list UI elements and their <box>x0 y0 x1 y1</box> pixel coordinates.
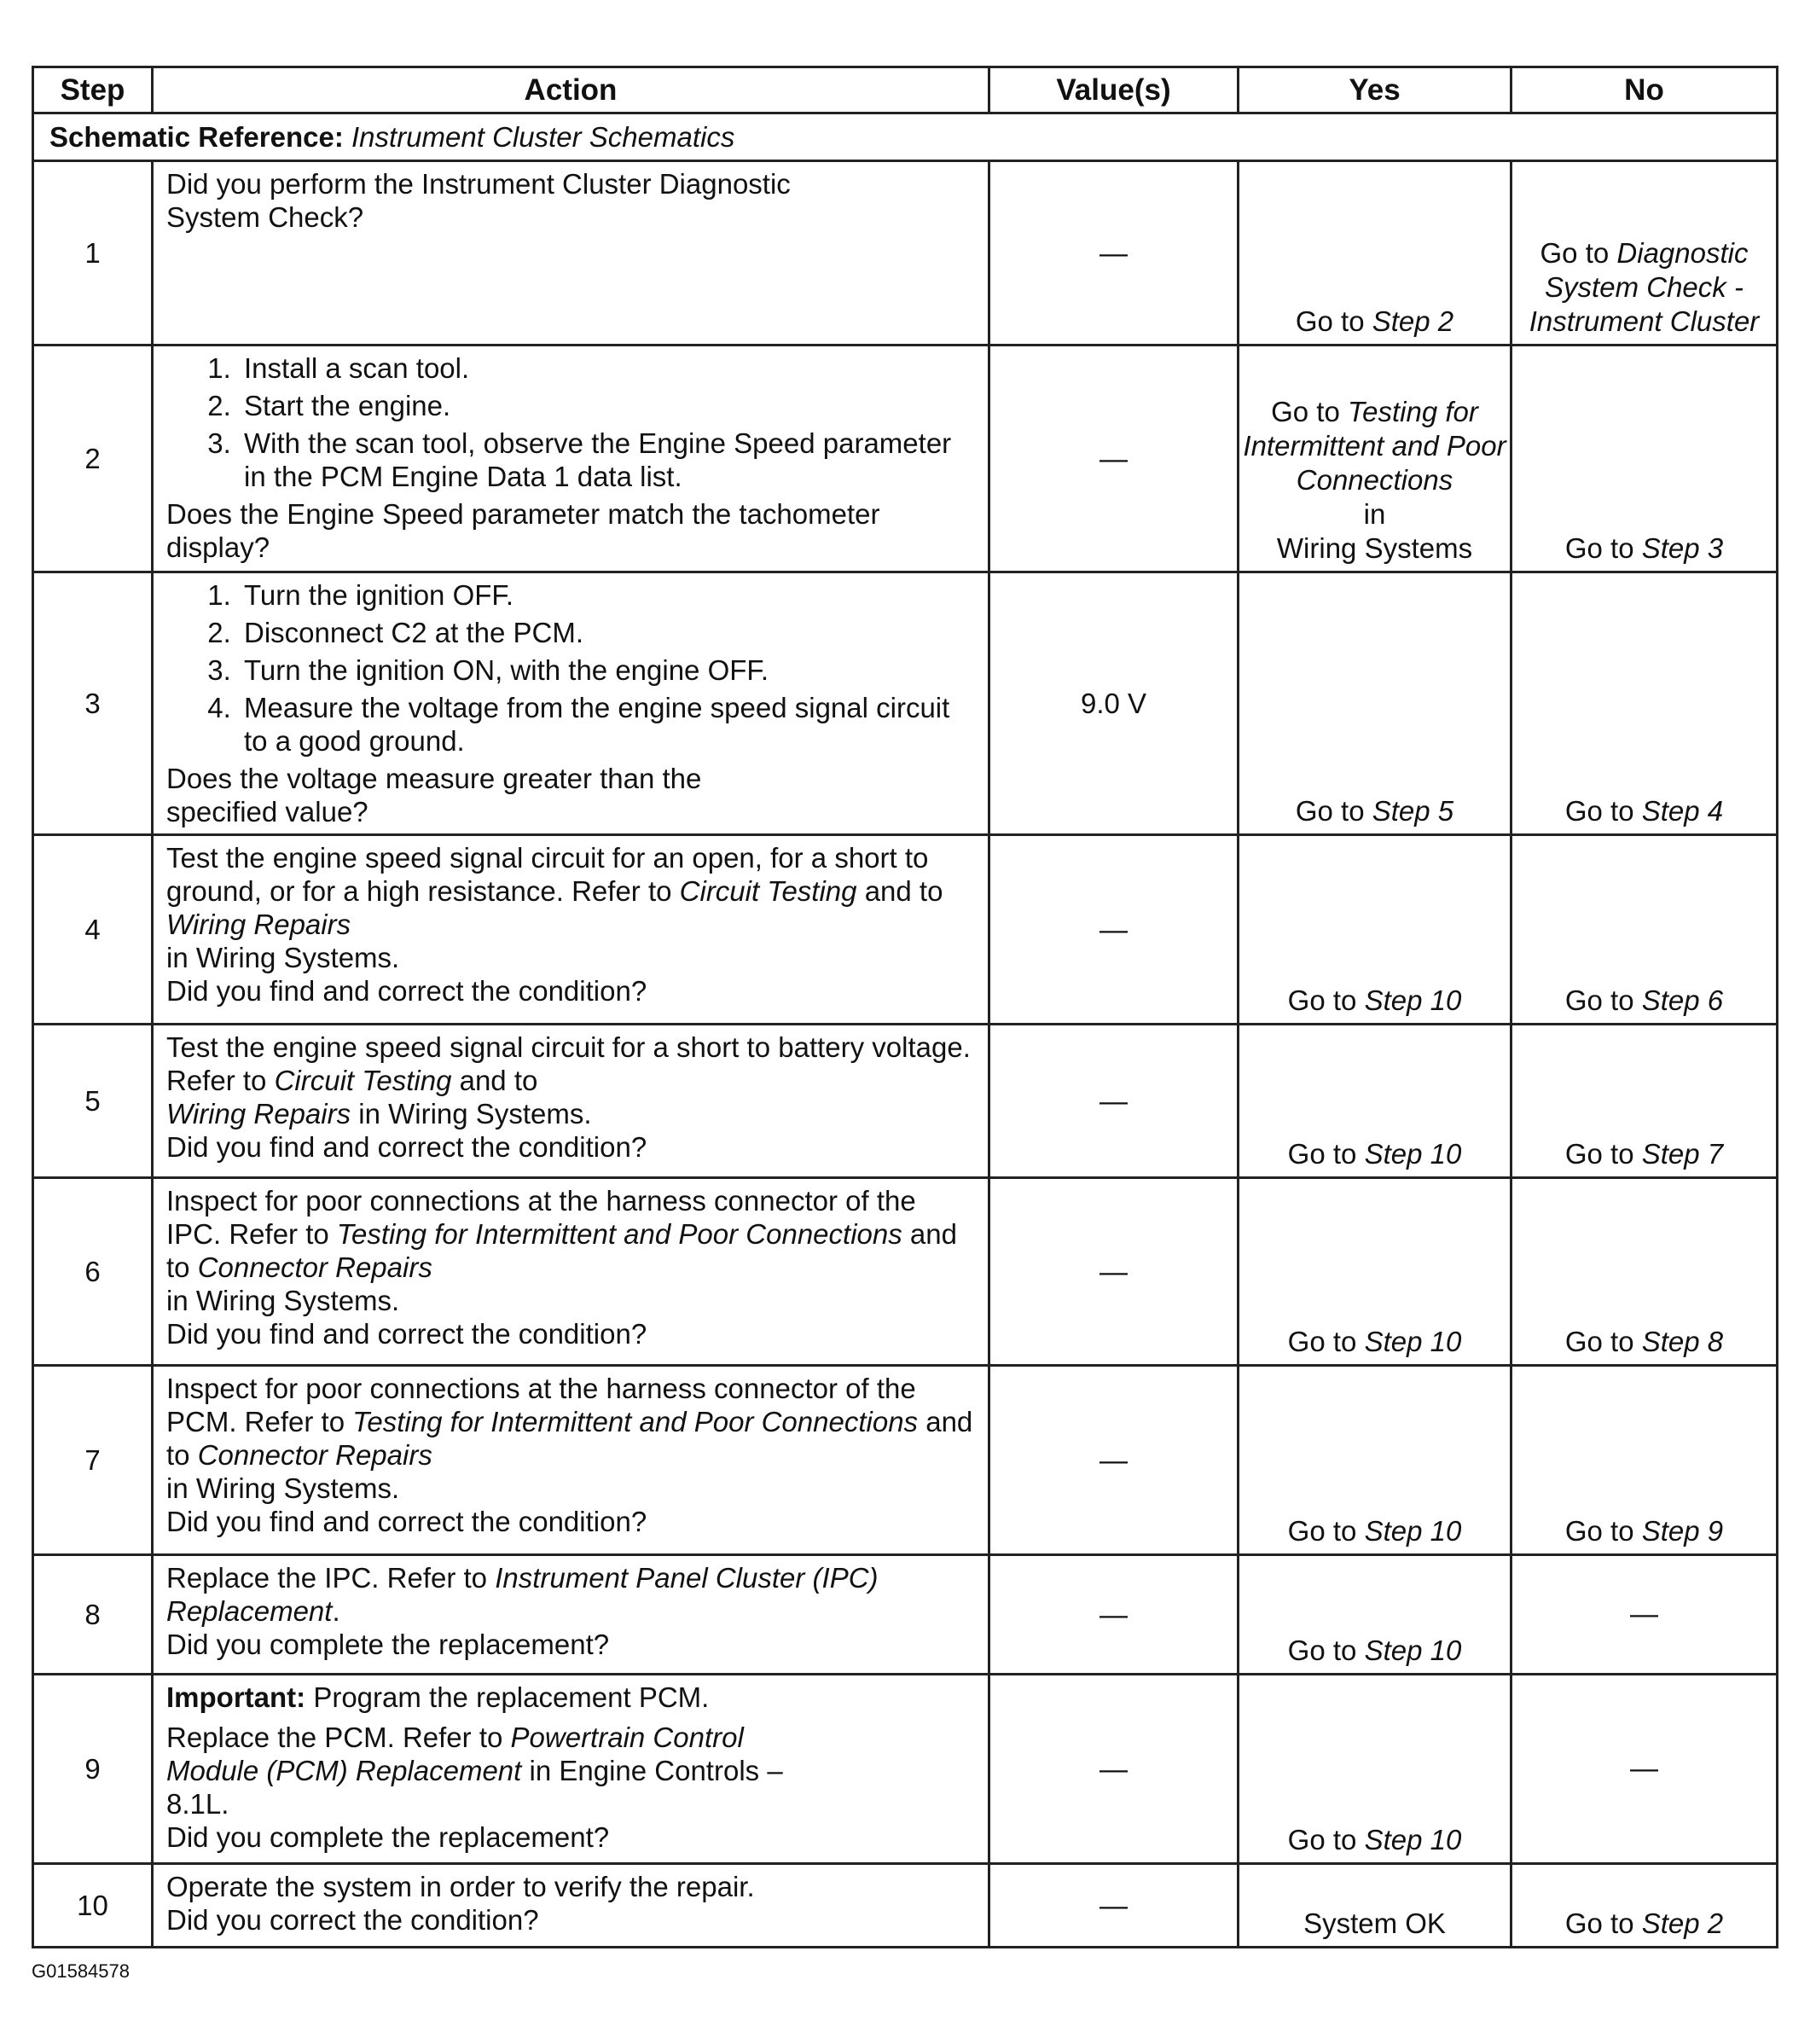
action-text <box>166 1184 978 1317</box>
action-cell <box>153 1025 989 1178</box>
no-text: Go to <box>1564 795 1642 827</box>
action-text: Did you perform the Instrument Cluster Diagnostic System Check? <box>166 168 791 233</box>
yes-link: Step 2 <box>1372 305 1454 337</box>
no-text: Go to <box>1564 1515 1642 1547</box>
action-text: Operate the system in order to verify the repair. <box>166 1871 755 1902</box>
yes-cell <box>1239 1675 1511 1864</box>
action-text-part: Test the engine speed signal circuit for an open, for a short to ground, or for a high resistance. Refer to <box>166 842 929 907</box>
no-link: Step 2 <box>1641 1908 1724 1939</box>
value-cell: — <box>989 1366 1239 1555</box>
table-row <box>33 1025 1778 1178</box>
no-text: Go to <box>1564 984 1642 1016</box>
action-question: Did you find and correct the condition? <box>166 1318 647 1350</box>
action-question: Did you find and correct the condition? <box>166 1131 647 1163</box>
action-ref: Testing for Intermittent and Poor Connections <box>336 1218 902 1250</box>
action-cell <box>153 1675 989 1864</box>
action-text-part: Inspect for poor connections at the harness connector of the PCM. Refer to <box>166 1373 916 1437</box>
action-question: Did you complete the replacement? <box>166 1629 610 1660</box>
important-label: Important: <box>166 1681 306 1713</box>
no-cell <box>1511 572 1778 835</box>
action-text-part: and to <box>451 1065 538 1096</box>
no-text: Go to <box>1540 237 1617 269</box>
yes-text: Go to <box>1287 1515 1365 1547</box>
step-number: 6 <box>33 1178 153 1366</box>
action-ref: Wiring Repairs <box>166 1098 351 1129</box>
value-cell: — <box>989 346 1239 572</box>
action-text-part: . <box>332 1595 340 1627</box>
action-ref: Circuit Testing <box>679 875 857 907</box>
step-number: 10 <box>33 1864 153 1948</box>
value-cell: — <box>989 1025 1239 1178</box>
action-ref: Wiring Repairs <box>166 909 351 940</box>
no-cell <box>1511 1178 1778 1366</box>
value-cell: — <box>989 835 1239 1025</box>
figure-code: G01584578 <box>32 1960 130 1982</box>
yes-link: Step 10 <box>1364 1326 1462 1357</box>
action-ref: Circuit Testing <box>274 1065 452 1096</box>
action-cell <box>153 572 989 835</box>
step-number: 4 <box>33 835 153 1025</box>
yes-link: Step 5 <box>1372 795 1454 827</box>
action-ref: Connector Repairs <box>197 1251 432 1283</box>
action-text-part: Replace the PCM. Refer to <box>166 1722 511 1753</box>
no-link: Step 4 <box>1641 795 1724 827</box>
yes-text: Go to <box>1295 795 1372 827</box>
action-text-part: Inspect for poor connections at the harness connector of the IPC. Refer to <box>166 1185 916 1250</box>
table-row <box>33 1555 1778 1675</box>
yes-text-in: in <box>1363 498 1386 530</box>
important-note <box>166 1681 978 1714</box>
action-text-part: Test the engine speed signal circuit for a short to battery voltage. Refer to <box>166 1031 971 1096</box>
action-list-item: 2. Disconnect C2 at the PCM. <box>239 616 978 649</box>
yes-cell <box>1239 1555 1511 1675</box>
action-text-part: and to <box>166 1218 957 1283</box>
value-cell: — <box>989 1675 1239 1864</box>
yes-text: Go to <box>1287 1138 1365 1170</box>
value-cell: — <box>989 1555 1239 1675</box>
action-list-item: 3. Turn the ignition ON, with the engine OFF. <box>239 653 978 687</box>
action-text-part: in Wiring Systems. <box>351 1098 592 1129</box>
schematic-label: Schematic Reference: <box>49 120 344 153</box>
yes-link: Step 10 <box>1364 1824 1462 1855</box>
table-row <box>33 1864 1778 1948</box>
action-question: Did you find and correct the condition? <box>166 975 647 1007</box>
no-cell <box>1511 1025 1778 1178</box>
action-list-item: 4. Measure the voltage from the engine speed signal circuit to a good ground. <box>239 691 978 758</box>
table-row <box>33 572 1778 835</box>
yes-cell <box>1239 1366 1511 1555</box>
yes-text: Go to <box>1295 305 1372 337</box>
action-list-item: 1. Turn the ignition OFF. <box>239 578 978 612</box>
action-question: Does the Engine Speed parameter match the tachometer display? <box>166 498 880 563</box>
header-values: Value(s) <box>989 67 1239 113</box>
no-link: Step 3 <box>1641 532 1724 564</box>
step-number: 9 <box>33 1675 153 1864</box>
yes-cell <box>1239 346 1511 572</box>
action-cell <box>153 1178 989 1366</box>
action-question: Did you complete the replacement? <box>166 1821 610 1853</box>
yes-link: Step 10 <box>1364 1515 1462 1547</box>
header-step: Step <box>33 67 153 113</box>
action-ref: Connector Repairs <box>197 1439 432 1471</box>
action-list-item: 2. Start the engine. <box>239 389 978 422</box>
yes-text: Go to <box>1287 984 1365 1016</box>
yes-text: Go to <box>1287 1824 1365 1855</box>
schematic-reference <box>33 113 1778 161</box>
value-cell: — <box>989 161 1239 346</box>
action-text-part: in Engine Controls – 8.1L. <box>166 1755 783 1820</box>
no-text: Go to <box>1564 1908 1642 1939</box>
step-number: 7 <box>33 1366 153 1555</box>
yes-cell <box>1239 1178 1511 1366</box>
yes-link: Step 10 <box>1364 984 1462 1016</box>
table-row <box>33 1178 1778 1366</box>
action-ref: Testing for Intermittent and Poor Connections <box>352 1406 919 1437</box>
header-row <box>33 67 1778 113</box>
table-row <box>33 1366 1778 1555</box>
header-no: No <box>1511 67 1778 113</box>
action-list-item: 1. Install a scan tool. <box>239 351 978 385</box>
yes-link: Step 10 <box>1364 1138 1462 1170</box>
yes-cell: System OK <box>1239 1864 1511 1948</box>
no-cell <box>1511 1864 1778 1948</box>
yes-link: Testing for Intermittent and Poor Connections <box>1243 396 1506 496</box>
value-cell: — <box>989 1864 1239 1948</box>
action-cell <box>153 1864 989 1948</box>
table-row <box>33 161 1778 346</box>
action-cell <box>153 161 989 346</box>
yes-cell <box>1239 1025 1511 1178</box>
step-number: 8 <box>33 1555 153 1675</box>
header-yes: Yes <box>1239 67 1511 113</box>
no-text: Go to <box>1564 1138 1642 1170</box>
action-ref: Instrument Panel Cluster (IPC) Replacement <box>166 1562 879 1627</box>
no-link: Step 7 <box>1641 1138 1724 1170</box>
action-list-item: 3. With the scan tool, observe the Engine Speed parameter in the PCM Engine Data 1 data list. <box>239 427 978 493</box>
yes-text: Go to <box>1271 396 1348 427</box>
action-text <box>166 841 978 974</box>
no-cell: — <box>1511 1675 1778 1864</box>
no-cell: — <box>1511 1555 1778 1675</box>
action-question: Does the voltage measure greater than the specified value? <box>166 763 702 827</box>
value-cell: — <box>989 1178 1239 1366</box>
action-text-part: Replace the IPC. Refer to <box>166 1562 496 1594</box>
no-link: Step 9 <box>1641 1515 1724 1547</box>
no-text: Go to <box>1564 1326 1642 1357</box>
no-link: Step 8 <box>1641 1326 1724 1357</box>
important-text: Program the replacement PCM. <box>305 1681 710 1713</box>
action-text-part: in Wiring Systems. <box>166 1472 400 1504</box>
action-cell <box>153 346 989 572</box>
yes-cell <box>1239 835 1511 1025</box>
action-cell <box>153 835 989 1025</box>
action-cell <box>153 1555 989 1675</box>
table-row <box>33 1675 1778 1864</box>
step-number: 2 <box>33 346 153 572</box>
step-number: 3 <box>33 572 153 835</box>
step-number: 5 <box>33 1025 153 1178</box>
yes-text-wiring: Wiring Systems <box>1276 532 1473 564</box>
yes-cell <box>1239 161 1511 346</box>
no-link: Diagnostic System Check - Instrument Cluster <box>1529 237 1760 337</box>
no-cell <box>1511 1366 1778 1555</box>
yes-text: Go to <box>1287 1635 1365 1666</box>
action-text-part: in Wiring Systems. <box>166 942 400 973</box>
no-cell <box>1511 161 1778 346</box>
action-text <box>166 1372 978 1505</box>
header-action: Action <box>153 67 989 113</box>
table-row <box>33 835 1778 1025</box>
schematic-row <box>33 113 1778 161</box>
table-row <box>33 346 1778 572</box>
action-list <box>166 351 978 493</box>
diagnostic-table <box>32 66 1778 1948</box>
action-text <box>166 1721 978 1820</box>
action-text <box>166 1561 978 1628</box>
yes-cell <box>1239 572 1511 835</box>
no-link: Step 6 <box>1641 984 1724 1016</box>
action-question: Did you find and correct the condition? <box>166 1506 647 1537</box>
action-cell <box>153 1366 989 1555</box>
action-ref: Powertrain Control Module (PCM) Replacement <box>166 1722 744 1786</box>
action-list <box>166 578 978 758</box>
schematic-link: Instrument Cluster Schematics <box>351 120 735 153</box>
action-text-part: in Wiring Systems. <box>166 1285 400 1316</box>
action-text <box>166 1031 978 1130</box>
action-question: Did you correct the condition? <box>166 1904 539 1936</box>
no-text: Go to <box>1564 532 1642 564</box>
action-text-part: and to <box>856 875 943 907</box>
no-cell <box>1511 346 1778 572</box>
no-cell <box>1511 835 1778 1025</box>
value-cell: 9.0 V <box>989 572 1239 835</box>
yes-text: Go to <box>1287 1326 1365 1357</box>
step-number: 1 <box>33 161 153 346</box>
yes-link: Step 10 <box>1364 1635 1462 1666</box>
action-text-part: and to <box>166 1406 973 1471</box>
